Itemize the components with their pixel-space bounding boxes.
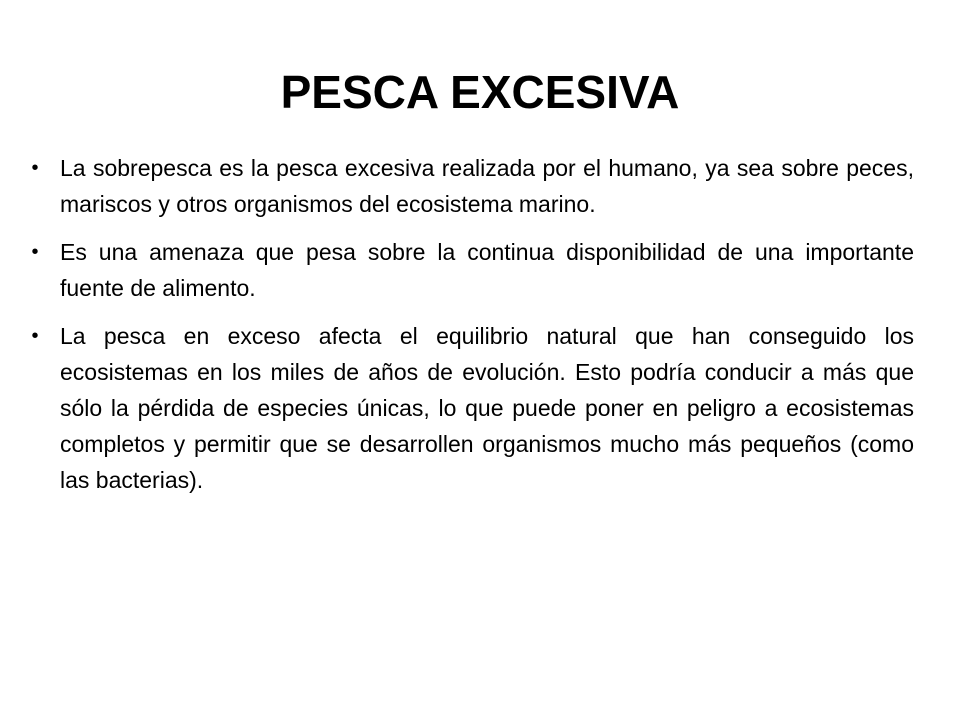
bullet-list xyxy=(28,150,914,510)
bullet-icon: • xyxy=(31,325,39,347)
bullet-item xyxy=(28,150,914,222)
bullet-item xyxy=(28,318,914,498)
bullet-icon: • xyxy=(31,157,39,179)
bullet-icon: • xyxy=(31,241,39,263)
bullet-text: Es una amenaza que pesa sobre la continua disponibilidad de una importante fuente de alimento. xyxy=(60,239,914,301)
bullet-text: La pesca en exceso afecta el equilibrio natural que han conseguido los ecosistemas en los miles de años de evolución. Esto podría conducir a más que sólo la pérdida de especies únicas, lo que puede poner en peligro a ecosistemas completos y permitir que se desarrollen organismos mucho más pequeños (como las bacterias). xyxy=(60,323,914,493)
slide-title: PESCA EXCESIVA xyxy=(280,66,680,118)
bullet-item xyxy=(28,234,914,306)
bullet-text: La sobrepesca es la pesca excesiva realizada por el humano, ya sea sobre peces, mariscos y otros organismos del ecosistema marino. xyxy=(60,155,914,217)
